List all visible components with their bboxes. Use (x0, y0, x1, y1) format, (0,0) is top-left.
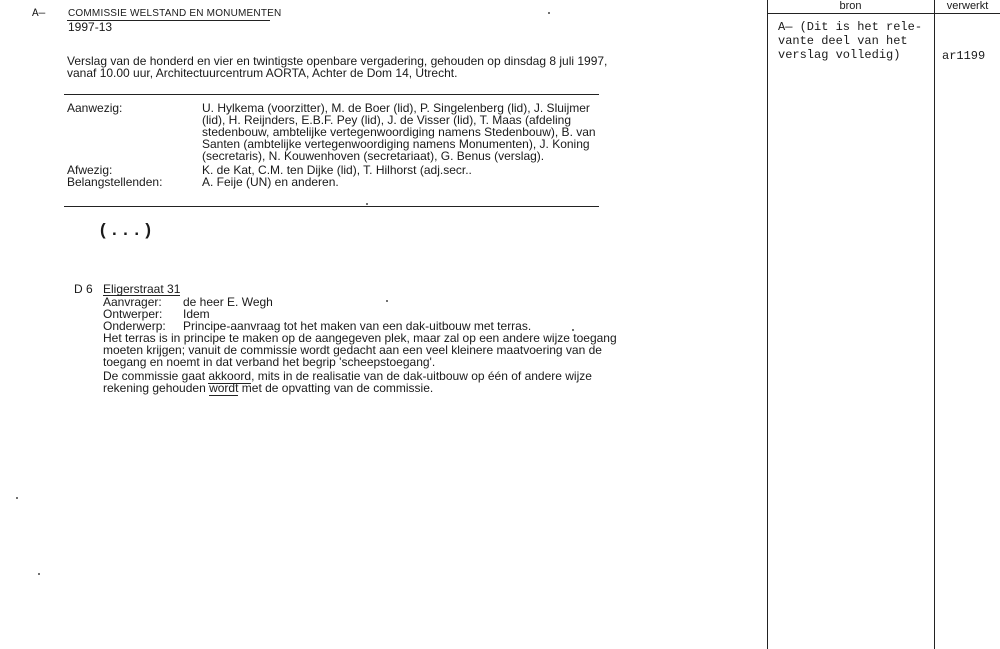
present-line-2: (lid), H. Reijnders, E.B.F. Pey (lid), J. de Visser (lid), T. Maas (afdeling (202, 113, 572, 127)
column-header-verwerkt: verwerkt (946, 0, 989, 12)
present-line-1: U. Hylkema (voorzitter), M. de Boer (lid), P. Singelenberg (lid), J. Sluijmer (202, 101, 590, 115)
present-line-5: (secretaris), N. Kouwenhoven (secretariaat), G. Benus (verslag). (202, 149, 545, 163)
conclusion-post: , mits in de realisatie van de dak-uitbouw op één of andere wijze (251, 369, 592, 383)
column-header-rule (767, 13, 1000, 14)
column-header-bron: bron (839, 0, 862, 12)
applicant-value: de heer E. Wegh (183, 295, 273, 309)
scan-speck (386, 300, 388, 302)
conclusion-line-2 (103, 382, 433, 394)
body-line-3: toegang en noemt in dat verband het begrip 'scheepstoegang'. (103, 355, 436, 369)
scan-speck (16, 497, 18, 499)
body-line-2: moeten krijgen; vanuit de commissie wordt gedacht aan een veel kleinere maatvoering van de (103, 343, 602, 357)
present-label: Aanwezig: (67, 101, 123, 115)
item-street: Eligerstraat 31 (103, 282, 181, 296)
column-divider-left (767, 0, 768, 649)
absent-label: Afwezig: (67, 163, 113, 177)
intro-line-1: Verslag van de honderd en vier en twintigste openbare vergadering, gehouden op dinsdag 8 juli 1997, (67, 54, 608, 68)
committee-title: COMMISSIE WELSTAND EN MONUMENTEN (68, 8, 282, 19)
document-code: 1997-13 (68, 20, 113, 34)
designer-label: Ontwerper: (103, 307, 163, 321)
section-marker: A— (32, 8, 46, 20)
omission-ellipsis: (...) (98, 222, 155, 241)
item-number: D 6 (74, 282, 93, 296)
conclusion-pre: De commissie gaat (103, 369, 209, 383)
designer-value: Idem (183, 307, 210, 321)
processed-reference: ar1199 (942, 49, 986, 63)
absent-value: K. de Kat, C.M. ten Dijke (lid), T. Hilhorst (adj.secr.. (202, 163, 472, 177)
conclusion-keyword: akkoord (208, 369, 252, 383)
divider-top (64, 94, 599, 95)
conclusion-line2-pre: rekening gehouden (103, 381, 210, 395)
source-note-line-3: verslag volledig) (778, 48, 901, 62)
divider-bottom (64, 206, 599, 207)
source-note-line-1: A— (Dit is het rele- (778, 20, 923, 34)
scan-speck (38, 573, 40, 575)
subject-label: Onderwerp: (103, 319, 166, 333)
conclusion-line2-keyword: wordt (209, 381, 239, 395)
present-line-3: stedenbouw, ambtelijke vertegenwoordiging namens Stedenbouw), B. van (202, 125, 596, 139)
intro-line-2: vanaf 10.00 uur, Architectuurcentrum AORTA, Achter de Dom 14, Utrecht. (67, 66, 458, 80)
scan-speck (572, 329, 574, 331)
column-divider-right (934, 0, 935, 649)
body-line-1: Het terras is in principe te maken op de aangegeven plek, maar zal op een andere wijze toegang (103, 331, 617, 345)
interested-value: A. Feije (UN) en anderen. (202, 175, 339, 189)
interested-label: Belangstellenden: (67, 175, 163, 189)
source-note-line-2: vante deel van het (778, 34, 908, 48)
subject-value: Principe-aanvraag tot het maken van een dak-uitbouw met terras. (183, 319, 532, 333)
scan-speck (366, 203, 368, 205)
conclusion-line2-post: met de opvatting van de commissie. (238, 381, 434, 395)
applicant-label: Aanvrager: (103, 295, 162, 309)
present-line-4: Santen (ambtelijke vertegenwoordiging namens Monumenten), J. Koning (202, 137, 590, 151)
scan-speck (548, 12, 550, 14)
